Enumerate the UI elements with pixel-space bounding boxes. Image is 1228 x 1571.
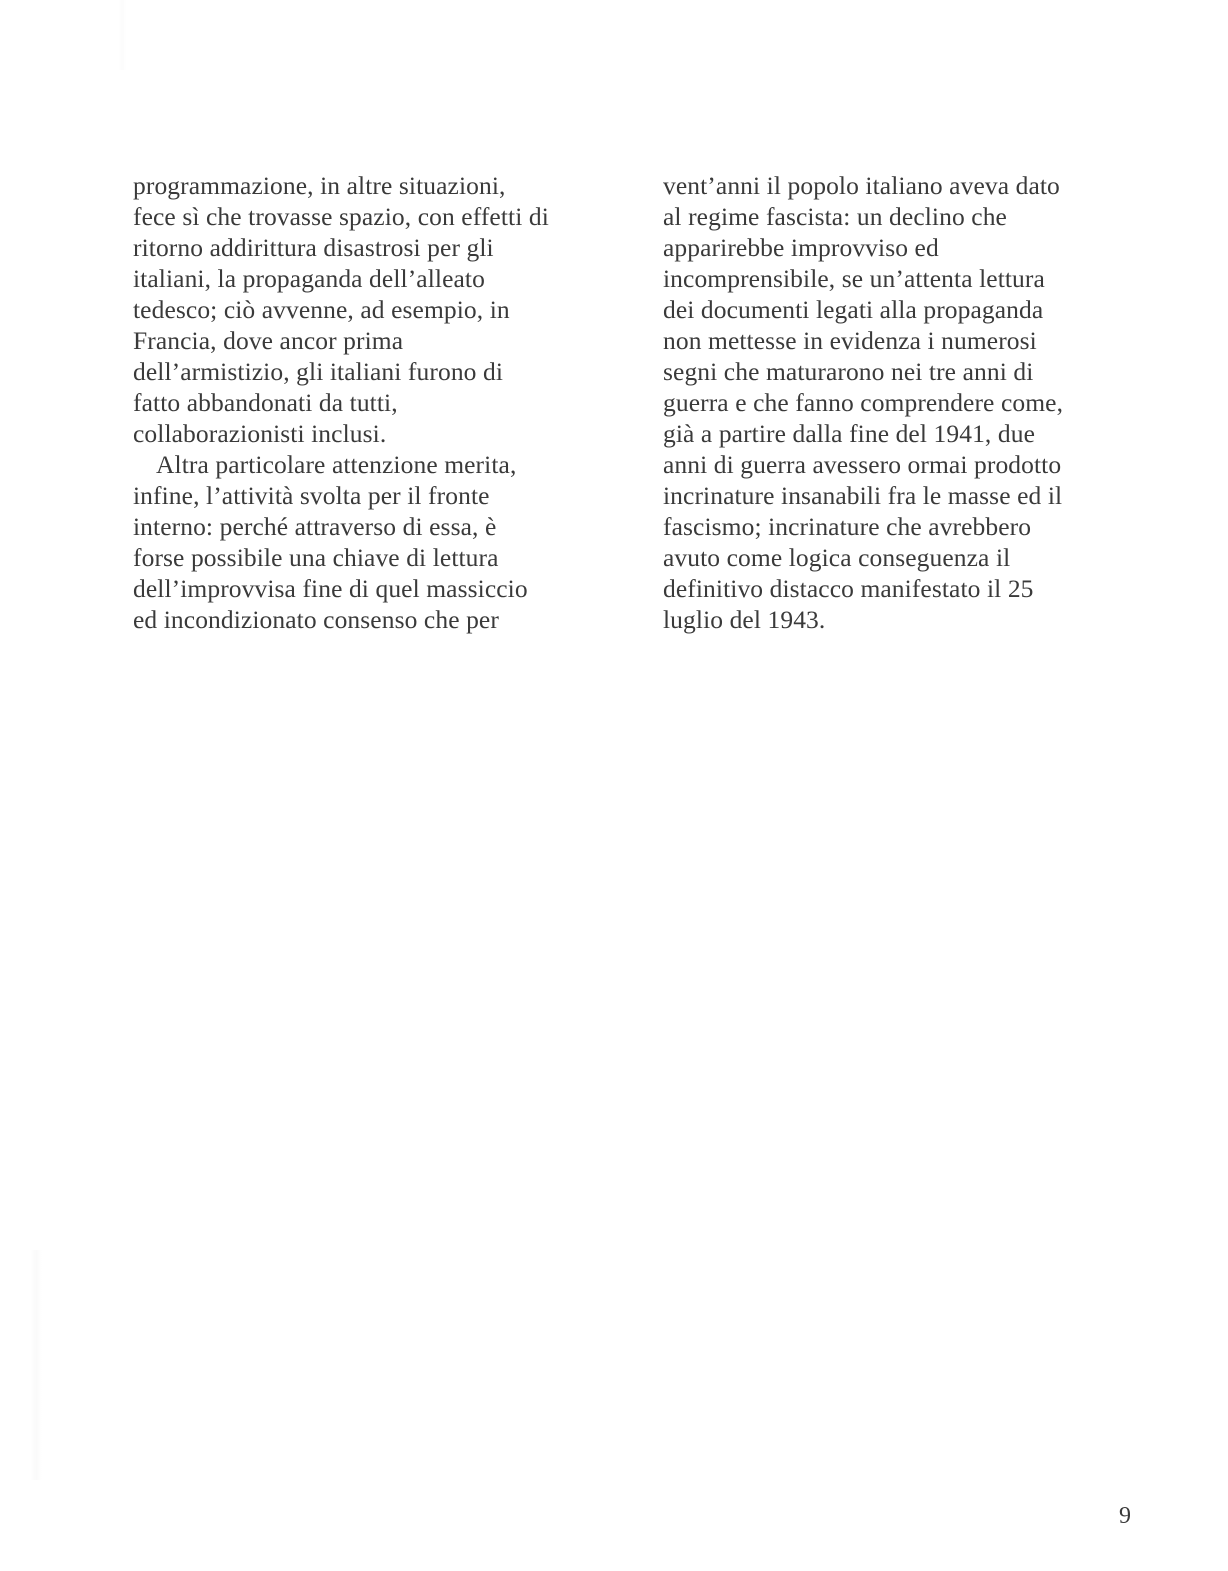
text-line: già a partire dalla fine del 1941, due bbox=[663, 419, 1035, 448]
text-line: luglio del 1943. bbox=[663, 605, 826, 634]
text-line: tedesco; ciò avvenne, ad esempio, in bbox=[133, 295, 510, 324]
text-line: collaborazionisti inclusi. bbox=[133, 419, 387, 448]
text-line: vent’anni il popolo italiano aveva dato bbox=[663, 171, 1060, 200]
right-text-column bbox=[663, 170, 1143, 635]
text-line: fascismo; incrinature che avrebbero bbox=[663, 512, 1032, 541]
text-line: dei documenti legati alla propaganda bbox=[663, 295, 1044, 324]
text-line: fatto abbandonati da tutti, bbox=[133, 388, 398, 417]
paragraph-start-line: Altra particolare attenzione merita, bbox=[156, 450, 517, 479]
text-line: Francia, dove ancor prima bbox=[133, 326, 404, 355]
scan-edge-mark bbox=[30, 1250, 42, 1480]
text-line: programmazione, in altre situazioni, bbox=[133, 171, 506, 200]
text-line: incrinature insanabili fra le masse ed il bbox=[663, 481, 1063, 510]
text-line: definitivo distacco manifestato il 25 bbox=[663, 574, 1034, 603]
text-line: apparirebbe improvviso ed bbox=[663, 233, 939, 262]
text-line: non mettesse in evidenza i numerosi bbox=[663, 326, 1037, 355]
scan-edge-mark-top bbox=[118, 0, 126, 70]
page-number: 9 bbox=[1119, 1503, 1131, 1529]
text-line: italiani, la propaganda dell’alleato bbox=[133, 264, 485, 293]
text-line: segni che maturarono nei tre anni di bbox=[663, 357, 1034, 386]
text-line: avuto come logica conseguenza il bbox=[663, 543, 1011, 572]
text-line: dell’improvvisa fine di quel massiccio bbox=[133, 574, 528, 603]
text-line: ritorno addirittura disastrosi per gli bbox=[133, 233, 494, 262]
text-line: incomprensibile, se un’attenta lettura bbox=[663, 264, 1045, 293]
text-line: infine, l’attività svolta per il fronte bbox=[133, 481, 490, 510]
text-line: forse possibile una chiave di lettura bbox=[133, 543, 499, 572]
text-line: dell’armistizio, gli italiani furono di bbox=[133, 357, 504, 386]
text-line: interno: perché attraverso di essa, è bbox=[133, 512, 497, 541]
text-line: fece sì che trovasse spazio, con effetti di bbox=[133, 202, 549, 231]
text-line: al regime fascista: un declino che bbox=[663, 202, 1007, 231]
left-text-column bbox=[133, 170, 613, 635]
text-line: ed incondizionato consenso che per bbox=[133, 605, 499, 634]
text-line: anni di guerra avessero ormai prodotto bbox=[663, 450, 1062, 479]
text-line: guerra e che fanno comprendere come, bbox=[663, 388, 1064, 417]
